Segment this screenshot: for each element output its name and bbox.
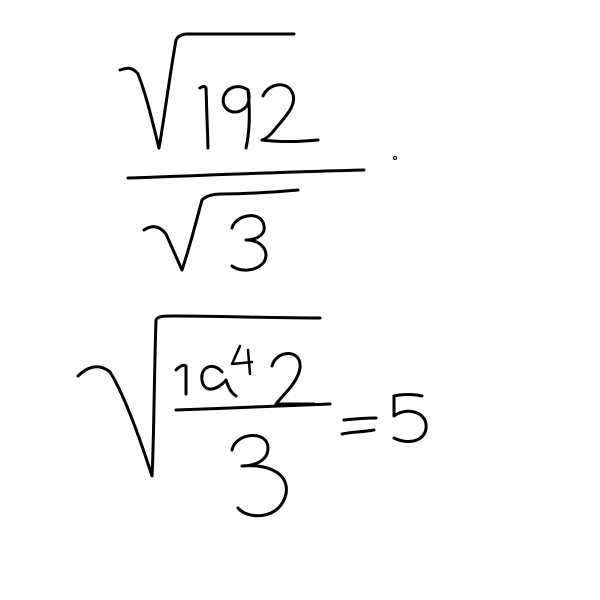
svg-text:5: 5 bbox=[400, 420, 401, 421]
digit-9 bbox=[202, 366, 236, 396]
fraction-bar-2 bbox=[176, 404, 330, 410]
svg-text:192: 192 bbox=[200, 100, 202, 101]
digit-2 bbox=[272, 354, 314, 405]
radical-sign-3 bbox=[144, 190, 298, 270]
svg-text:3: 3 bbox=[230, 240, 231, 241]
digit-3 bbox=[232, 435, 286, 515]
denominator-3 bbox=[232, 435, 286, 515]
radicand-3 bbox=[230, 216, 266, 270]
radicand-192 bbox=[200, 85, 318, 148]
svg-text:192: 192 bbox=[180, 380, 182, 381]
digit-4-overwrite bbox=[232, 346, 252, 374]
digit-9 bbox=[223, 87, 249, 148]
numerator-192 bbox=[176, 346, 314, 404]
equals-sign bbox=[342, 418, 376, 434]
svg-text:3: 3 bbox=[240, 470, 241, 471]
digit-5 bbox=[394, 395, 426, 442]
expression-sqrt-192-over-3-equals-5 bbox=[78, 316, 426, 516]
stray-dot bbox=[394, 157, 397, 160]
digit-1 bbox=[200, 87, 208, 149]
digit-3 bbox=[232, 216, 266, 270]
digit-2 bbox=[262, 85, 318, 142]
fraction-sqrt192-over-sqrt3 bbox=[120, 34, 397, 270]
result-5 bbox=[394, 395, 426, 442]
fraction-bar-1 bbox=[128, 170, 364, 178]
